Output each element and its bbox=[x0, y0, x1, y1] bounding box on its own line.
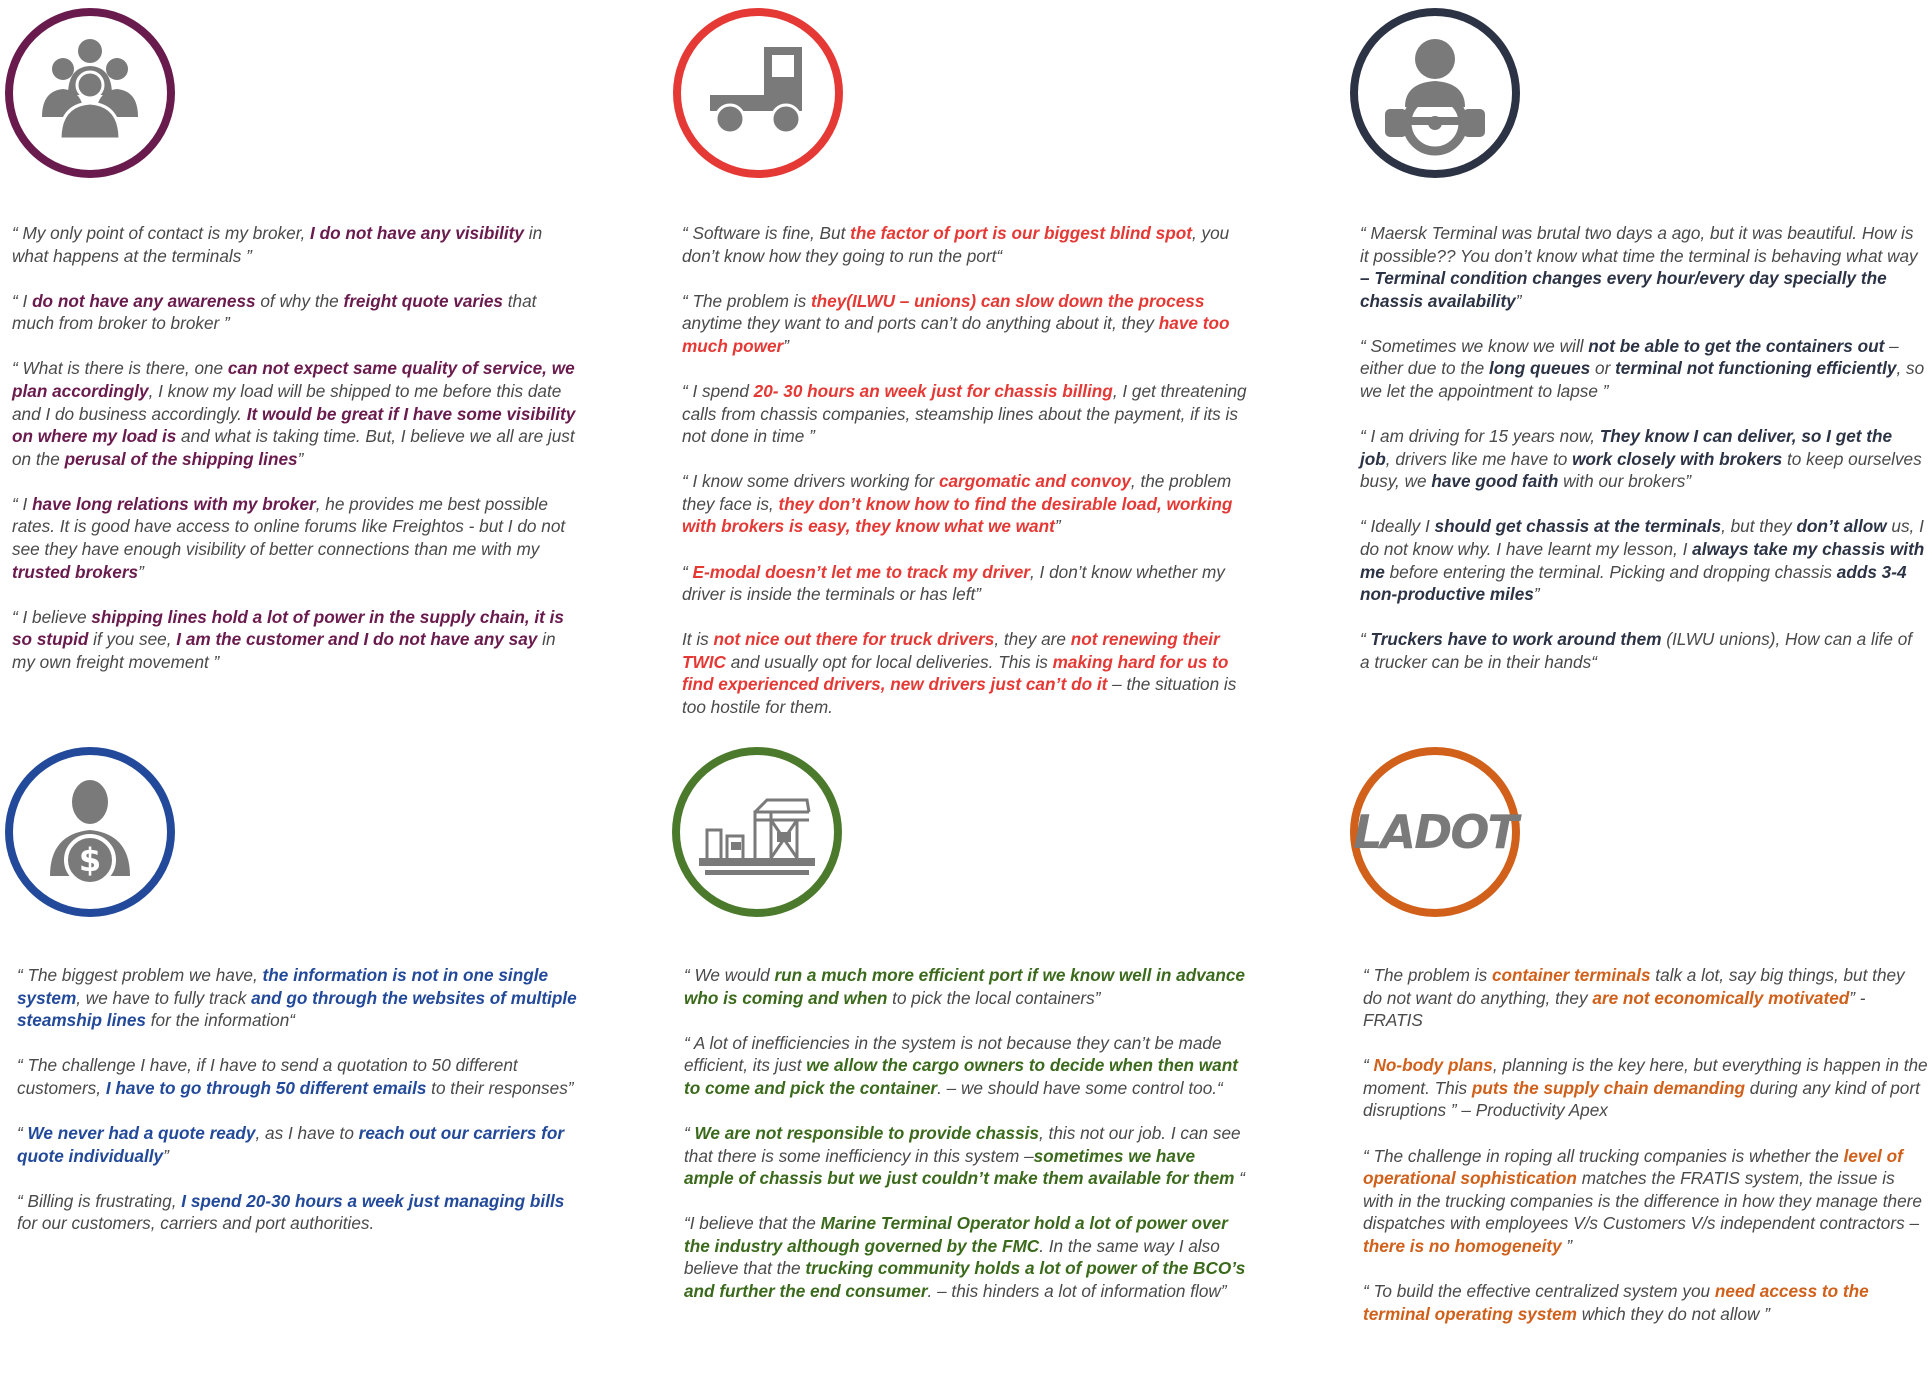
quote bbox=[12, 222, 577, 267]
quote-text: “ To build the effective centralized system you bbox=[1363, 1281, 1715, 1302]
quote bbox=[12, 290, 577, 335]
quote-text: , but they bbox=[1721, 516, 1797, 537]
quote-text: “ I believe bbox=[12, 606, 92, 627]
quote-text: . – this hinders a lot of information flow” bbox=[927, 1281, 1227, 1302]
quote bbox=[1363, 964, 1928, 1032]
quote-highlight: there is no homogeneity bbox=[1363, 1235, 1562, 1256]
quote-highlight: They know I can deliver, so I get the job bbox=[1360, 426, 1893, 469]
quote bbox=[682, 470, 1247, 538]
quote-text: ” - FRATIS bbox=[1363, 987, 1866, 1031]
truck-icon bbox=[698, 33, 818, 153]
quote-text: “ Billing is frustrating, bbox=[17, 1190, 182, 1211]
quote-highlight: We are not responsible to provide chassis bbox=[694, 1122, 1039, 1143]
quote-highlight: – Terminal condition changes every hour/every day specially the chassis availability bbox=[1360, 268, 1887, 311]
quote-text: “ The problem is bbox=[682, 290, 811, 311]
quote-text: It is bbox=[682, 629, 714, 650]
quote-text: “I believe that the bbox=[684, 1213, 821, 1234]
quote-text: for the information“ bbox=[145, 1010, 295, 1031]
quote-highlight: terminal not functioning efficiently bbox=[1615, 358, 1897, 379]
quote-text: during any kind of port disruptions ” – Productivity Apex bbox=[1363, 1077, 1920, 1121]
quote bbox=[682, 561, 1247, 606]
quote-text: “ I bbox=[12, 493, 33, 514]
quote bbox=[1360, 425, 1925, 493]
quote-text: – either due to the bbox=[1360, 335, 1899, 379]
quote-text: . In the same way I also believe that the bbox=[684, 1235, 1220, 1279]
group-people-icon bbox=[30, 33, 150, 153]
quote-highlight: don’t allow bbox=[1796, 516, 1887, 537]
quote-text: before entering the terminal. Picking and dropping chassis bbox=[1384, 561, 1837, 582]
quote-text: “ Ideally I bbox=[1360, 516, 1435, 537]
ladot-logo-icon: LADOT bbox=[1353, 805, 1517, 859]
svg-text:$: $ bbox=[78, 841, 102, 879]
quote bbox=[1363, 1280, 1928, 1325]
quote-text: “ The challenge in roping all trucking companies is whether the bbox=[1363, 1145, 1844, 1166]
quote-highlight: adds 3-4 non-productive miles bbox=[1360, 561, 1907, 605]
quote-text: if you see, bbox=[88, 629, 177, 650]
persona-circle-trucking bbox=[673, 8, 843, 178]
quote-highlight: can not expect same quality of service, we plan accordingly bbox=[12, 358, 575, 401]
quote-text: ” bbox=[1561, 1235, 1573, 1256]
quote-highlight: and go through the websites of multiple steamship lines bbox=[17, 987, 577, 1031]
quote-text: , you don’t know how they going to run the port“ bbox=[682, 223, 1230, 266]
quote-highlight: not nice out there for truck drivers bbox=[713, 629, 995, 650]
quote-highlight: not renewing their TWIC bbox=[682, 629, 1220, 672]
quote-highlight: I do not have any visibility bbox=[310, 223, 524, 243]
quote-text: “ The challenge I have, if I have to send a quotation to 50 different customers, bbox=[17, 1055, 518, 1098]
quote-text: in my own freight movement ” bbox=[12, 629, 556, 672]
quote-text: “ Maersk Terminal was brutal two days a ago, but it was beautiful. How is it possible?? You don’t know what time the terminal is behaving what way bbox=[1360, 223, 1918, 266]
quote-highlight: shipping lines hold a lot of power in the supply chain, it is so stupid bbox=[12, 606, 564, 650]
quote-text: which they do not allow ” bbox=[1576, 1303, 1770, 1324]
quote-highlight: do not have any awareness bbox=[32, 290, 256, 311]
quote-highlight: run a much more efficient port if we know well in advance who is coming and when bbox=[684, 965, 1245, 1008]
quote-highlight: not be able to get the containers out bbox=[1588, 335, 1885, 356]
persona-circle-bco bbox=[5, 8, 175, 178]
quote-text: , they are bbox=[994, 629, 1071, 650]
quote bbox=[682, 380, 1247, 448]
quote-highlight: level of operational sophistication bbox=[1363, 1145, 1903, 1189]
quote-highlight: we allow the cargo owners to decide when then want to come and pick the container bbox=[684, 1055, 1238, 1098]
quote bbox=[684, 1122, 1249, 1190]
quote-text: matches the FRATIS system, the issue is with in the trucking companies is the difference in how they manage there dispatches with employees V/s Customers V/s independent contractors – bbox=[1363, 1168, 1922, 1234]
quote-text: “ bbox=[1360, 629, 1371, 650]
quote-text: ” bbox=[1515, 290, 1522, 311]
quote-text: “ I am driving for 15 years now, bbox=[1360, 426, 1600, 447]
quote-text: ” bbox=[138, 561, 144, 582]
quote bbox=[684, 1032, 1249, 1100]
quote-highlight: 20- 30 hours an week just for chassis billing bbox=[753, 380, 1113, 401]
quote-highlight: are not economically motivated bbox=[1592, 987, 1850, 1008]
quote-text: and what is taking time. But, I believe we all are just on the bbox=[12, 426, 575, 469]
quote-highlight: the factor of port is our biggest blind spot bbox=[850, 223, 1192, 243]
quote-text: us, I do not know why. I have learnt my lesson, I bbox=[1360, 516, 1924, 560]
quote-text: “ bbox=[1234, 1168, 1245, 1189]
quote-text: “ I spend bbox=[682, 380, 754, 401]
quote bbox=[1360, 515, 1925, 605]
quote-text: with our brokers” bbox=[1558, 471, 1692, 492]
quote-highlight: work closely with brokers bbox=[1572, 448, 1783, 469]
quote bbox=[12, 606, 577, 674]
quote-highlight: perusal of the shipping lines bbox=[64, 448, 298, 469]
quote-text: to pick the local containers” bbox=[887, 987, 1101, 1008]
quote-highlight: cargomatic and convoy bbox=[938, 471, 1131, 492]
quote bbox=[17, 1190, 582, 1235]
quote-text: , planning is the key here, but everything is happen in the moment. This bbox=[1363, 1055, 1928, 1098]
quote-text: ” bbox=[783, 335, 789, 356]
quote-text: , the problem they face is, bbox=[682, 471, 1232, 514]
quote-highlight: sometimes we have ample of chassis but we just couldn’t make them available for them bbox=[684, 1145, 1235, 1189]
quote bbox=[17, 1122, 582, 1167]
quote-text: “ Sometimes we know we will bbox=[1360, 335, 1589, 356]
quote bbox=[1360, 222, 1925, 312]
quote-text: “ bbox=[1363, 1055, 1374, 1076]
quote bbox=[684, 964, 1249, 1009]
quote-highlight: We never had a quote ready bbox=[27, 1122, 256, 1143]
quote-highlight: trucking community holds a lot of power of the BCO’s and further the end consumer bbox=[684, 1258, 1246, 1302]
quote-highlight: always take my chassis with me bbox=[1360, 539, 1925, 582]
quote-list-driver bbox=[1360, 222, 1925, 696]
quote-text: “ bbox=[682, 561, 693, 582]
quote-text: ” bbox=[163, 1145, 169, 1166]
quote-text: , he provides me best possible rates. It is good have access to online forums like Freightos - but I do not see they have enough visibility of better connections than me with my bbox=[12, 493, 566, 560]
quote bbox=[682, 628, 1247, 718]
quote-highlight: have good faith bbox=[1431, 471, 1559, 492]
broker-dollar-icon bbox=[30, 772, 150, 892]
quote bbox=[12, 357, 577, 470]
quote-highlight: long queues bbox=[1489, 358, 1591, 379]
quote-text: “ bbox=[684, 1122, 695, 1143]
persona-circle-terminal bbox=[672, 747, 842, 917]
quote-text: “ My only point of contact is my broker, bbox=[12, 223, 311, 243]
quote-highlight: they(ILWU – unions) can slow down the process bbox=[810, 290, 1205, 311]
quote-highlight: It would be great if I have some visibility on where my load is bbox=[12, 403, 576, 447]
quote-list-trucking bbox=[682, 222, 1247, 741]
quote-text: “ A lot of inefficiencies in the system is not because they can’t be made efficient, its just bbox=[684, 1032, 1222, 1076]
quote-text: “ bbox=[17, 1122, 28, 1143]
quote-text: . – we should have some control too.“ bbox=[937, 1077, 1223, 1098]
quote bbox=[1360, 628, 1925, 673]
quote-text: , I get threatening calls from chassis companies, steamship lines about the payment, if its is not done in time ” bbox=[682, 380, 1247, 447]
quote bbox=[682, 290, 1247, 358]
quote-text: (ILWU unions), How can a life of a trucker can be in their hands“ bbox=[1360, 629, 1913, 672]
quote-highlight: E-modal doesn’t let me to track my driver bbox=[692, 561, 1030, 582]
quote-text: , we have to fully track bbox=[76, 987, 252, 1008]
quote bbox=[17, 1054, 582, 1099]
quote-text: and usually opt for local deliveries. This is bbox=[725, 651, 1053, 672]
persona-circle-broker bbox=[5, 747, 175, 917]
quote-text: talk a lot, say big things, but they do not want do anything, they bbox=[1363, 965, 1905, 1008]
quote-text: “ We would bbox=[684, 965, 775, 985]
quote-text: “ I bbox=[12, 290, 33, 311]
quote bbox=[1363, 1054, 1928, 1122]
quote-text: anytime they want to and ports can’t do anything about it, they bbox=[682, 313, 1159, 334]
quote-text: – the situation is too hostile for them. bbox=[682, 674, 1237, 717]
quote bbox=[1360, 335, 1925, 403]
quote-highlight: I have to go through 50 different emails bbox=[105, 1077, 427, 1098]
port-crane-icon bbox=[697, 772, 817, 892]
quote-list-broker bbox=[17, 964, 582, 1257]
quote-list-bco bbox=[12, 222, 577, 696]
quote-highlight: they don’t know how to find the desirable load, working with brokers is easy, they know what we want bbox=[682, 493, 1233, 537]
quote-text: to their responses” bbox=[426, 1077, 574, 1098]
quote bbox=[17, 964, 582, 1032]
quote-highlight: trusted brokers bbox=[12, 561, 139, 582]
quote-text: ” bbox=[1533, 584, 1540, 605]
quote-highlight: the information is not in one single system bbox=[17, 965, 549, 1008]
quote-list-ladot bbox=[1363, 964, 1928, 1348]
quote-text: to keep ourselves busy, we bbox=[1360, 448, 1922, 492]
quote-highlight: have long relations with my broker bbox=[32, 493, 316, 514]
quote-text: of why the bbox=[255, 290, 344, 311]
quote-highlight: reach out our carriers for quote individually bbox=[17, 1122, 565, 1166]
quote-text: , so we let the appointment to lapse ” bbox=[1360, 358, 1925, 402]
quote-highlight: should get chassis at the terminals bbox=[1434, 516, 1722, 537]
quote-highlight: Truckers have to work around them bbox=[1370, 629, 1662, 650]
quote-highlight: No-body plans bbox=[1373, 1055, 1493, 1076]
quote-highlight: container terminals bbox=[1491, 965, 1651, 985]
quote-text: “ I know some drivers working for bbox=[682, 471, 939, 492]
quote-highlight: freight quote varies bbox=[343, 290, 503, 311]
driver-steering-wheel-icon bbox=[1375, 33, 1495, 153]
quote-text: , I know my load will be shipped to me before this date and I do business accordingly. bbox=[12, 380, 562, 424]
quote-text: , as I have to bbox=[255, 1122, 359, 1143]
quote-highlight: have too much power bbox=[682, 313, 1230, 356]
quote-highlight: need access to the terminal operating system bbox=[1363, 1281, 1869, 1324]
quote bbox=[1363, 1145, 1928, 1258]
quote-text: or bbox=[1590, 358, 1616, 379]
persona-circle-driver bbox=[1350, 8, 1520, 178]
quote-text: that much from broker to broker ” bbox=[12, 290, 537, 334]
quote-text: “ The biggest problem we have, bbox=[17, 965, 263, 985]
quote-highlight: I spend 20-30 hours a week just managing bills bbox=[181, 1190, 565, 1211]
quote-text: , this not our job. I can see that there is some inefficiency in this system – bbox=[684, 1122, 1241, 1166]
quote-text: ” bbox=[297, 448, 304, 469]
quote bbox=[12, 493, 577, 583]
quote-text: in what happens at the terminals ” bbox=[12, 223, 543, 266]
quote bbox=[682, 222, 1247, 267]
quote-text: , I don’t know whether my driver is inside the terminals or has left” bbox=[682, 561, 1225, 605]
quote bbox=[684, 1212, 1249, 1302]
quote-text: “ Software is fine, But bbox=[682, 223, 851, 243]
quote-text: ” bbox=[1054, 516, 1061, 537]
quote-text: “ The problem is bbox=[1363, 965, 1492, 985]
quote-highlight: puts the supply chain demanding bbox=[1471, 1077, 1746, 1098]
persona-circle-ladot bbox=[1350, 747, 1520, 917]
quote-highlight: Marine Terminal Operator hold a lot of power over the industry although governed by the FMC bbox=[684, 1213, 1228, 1256]
quote-highlight: I am the customer and I do not have any say bbox=[176, 629, 538, 650]
quote-list-terminal bbox=[684, 964, 1249, 1325]
quote-text: “ What is there is there, one bbox=[12, 358, 228, 379]
quote-text: for our customers, carriers and port authorities. bbox=[17, 1213, 375, 1234]
quote-text: , drivers like me have to bbox=[1385, 448, 1573, 469]
quote-highlight: making hard for us to find experienced drivers, new drivers just can’t do it bbox=[682, 651, 1229, 695]
